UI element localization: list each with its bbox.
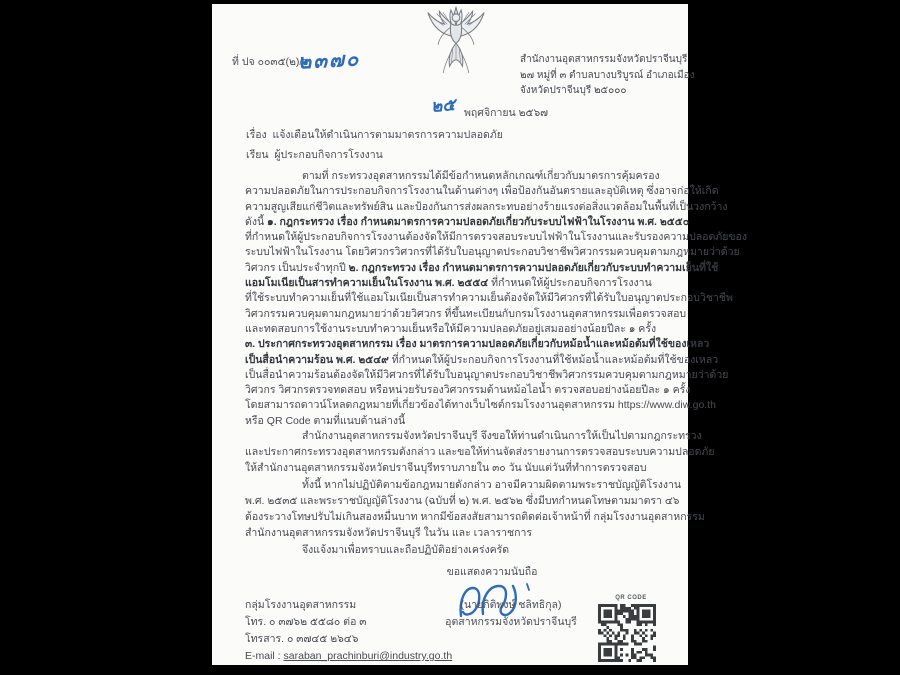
salutation: ขอแสดงความนับถือ	[446, 566, 538, 578]
body-line: วิศวกร วิศวกรตรวจทดสอบ หรือหน่วยรับรองวิศวกรรมด้านหม้อไอน้ำ ตรวจสอบอย่างน้อยปีละ ๑ ครั้ง	[245, 384, 691, 397]
body-line: วิศวกร เป็นประจำทุกปี ๒. กฎกระทรวง เรื่อง กำหนดมาตรการความปลอดภัยเกี่ยวกับระบบทำความเย็นที่ใช้	[245, 261, 719, 274]
office-address-line: จังหวัดปราจีนบุรี ๒๕๐๐๐	[520, 85, 627, 96]
subject-line	[246, 128, 503, 142]
signer-name: (นายกิติพงษ์ ชลิทธิกุล)	[460, 599, 562, 611]
body-line: ความสูญเสียแก่ชีวิตและทรัพย์สิน และป้องกันการส่งผลกระทบอย่างร้ายแรงต่อสิ่งแวดล้อมในพื้นที่เป็นวงกว้าง	[245, 200, 728, 213]
garuda-emblem-icon	[424, 6, 488, 78]
body-line: ความปลอดภัยในการประกอบกิจการโรงงานในด้านต่างๆ เพื่อป้องกันอันตรายและอุบัติเหตุ ซึ่งอาจก่อให้เกิด	[245, 185, 719, 198]
signer-title: อุตสาหกรรมจังหวัดปราจีนบุรี	[445, 616, 577, 628]
subject-text: แจ้งเตือนให้ดำเนินการตามมาตรการความปลอดภัย	[272, 129, 503, 141]
contact-tel: โทร. ๐ ๓๗๖๒ ๕๕๘๐ ต่อ ๓	[245, 616, 367, 628]
body-line: เป็นสื่อนำความร้อน พ.ศ. ๒๕๔๙ ที่กำหนดให้ผู้ประกอบกิจการโรงงานที่ใช้หม้อน้ำและหม้อต้มที่ใช้ของเหลว	[245, 353, 719, 366]
body-line: วิศวกรรมควบคุมตามกฎหมายว่าด้วยวิศวกร ที่ขึ้นทะเบียนกับกรมโรงงานอุตสาหกรรมเพื่อตรวจสอบ	[245, 307, 687, 320]
footer-contact	[245, 597, 452, 665]
body-line: ให้สำนักงานอุตสาหกรรมจังหวัดปราจีนบุรีทราบภายใน ๓๐ วัน นับแต่วันที่ทำการตรวจสอบ	[245, 462, 647, 474]
body-line: สำนักงานอุตสาหกรรมจังหวัดปราจีนบุรี จึงขอให้ท่านดำเนินการให้เป็นไปตามกฎกระทรวง	[302, 430, 702, 442]
body-line: ดังนี้ ๑. กฎกระทรวง เรื่อง กำหนดมาตรการความปลอดภัยเกี่ยวกับระบบไฟฟ้าในโรงงาน พ.ศ. ๒๕๕๐	[245, 215, 690, 228]
body-paragraph-3	[245, 477, 705, 541]
body-paragraph-2	[245, 428, 715, 476]
body-line: ๓. ประกาศกระทรวงอุตสาหกรรม เรื่อง มาตรการความปลอดภัยเกี่ยวกับหม้อน้ำและหม้อต้มที่ใช้ของเหลว	[245, 338, 710, 351]
qr-code-label: QR CODE	[615, 595, 647, 601]
email-label: E-mail :	[245, 650, 284, 662]
qr-code	[598, 604, 656, 662]
body-line: แอมโมเนียเป็นสารทำความเย็นในโรงงาน พ.ศ. ๒๕๕๔ ที่กำหนดให้ผู้ประกอบกิจการโรงงาน	[245, 277, 652, 290]
document-page	[212, 4, 747, 665]
ref-number-handwritten: ๒๓๗๐	[297, 48, 361, 74]
body-line: พ.ศ. ๒๕๓๕ และพระราชบัญญัติโรงงาน (ฉบับที่ ๒) พ.ศ. ๒๕๖๒ ซึ่งมีบทกำหนดโทษตามมาตรา ๔๖	[245, 495, 680, 507]
body-line: ที่กำหนดให้ผู้ประกอบกิจการโรงงานต้องจัดให้มีการตรวจสอบระบบไฟฟ้าในโรงงานและรับรองความปลอดภัยของ	[245, 231, 747, 244]
body-line: และประกาศกระทรวงอุตสาหกรรมดังกล่าว และขอให้ท่านจัดส่งรายงานการตรวจสอบระบบความปลอดภัย	[245, 446, 715, 458]
closing-line: จึงแจ้งมาเพื่อทราบและถือปฏิบัติอย่างเคร่งครัด	[302, 544, 510, 556]
body-line: สำนักงานอุตสาหกรรมจังหวัดปราจีนบุรี ในวัน และ เวลาราชการ	[245, 527, 533, 539]
date-printed: พฤศจิกายน ๒๕๖๗	[464, 107, 549, 119]
body-line: ต้องระวางโทษปรับไม่เกินสองหมื่นบาท หากมีข้อสงสัยสามารถติดต่อเจ้าหน้าที่ กลุ่มโรงงานอุตสาหกรรม	[245, 511, 705, 523]
body-line: เป็นสื่อนำความร้อนต้องจัดให้มีวิศวกรที่ได้รับใบอนุญาตประกอบวิชาชีพวิศวกรรมควบคุมตามกฎหมายว่าด้วย	[245, 368, 729, 381]
body-paragraph-1	[245, 169, 747, 429]
attention-text: ผู้ประกอบกิจการโรงงาน	[274, 149, 383, 161]
body-line: หรือ QR Code ตามที่แนบด้านล่างนี้	[245, 414, 406, 427]
body-line: ทั้งนี้ หากไม่ปฏิบัติตามข้อกฎหมายดังกล่าว อาจมีความผิดตามพระราชบัญญัติโรงงาน	[302, 479, 682, 491]
office-address	[520, 52, 695, 99]
contact-fax: โทรสาร. ๐ ๓๗๔๕ ๒๖๔๖	[245, 633, 359, 645]
email-address: saraban_prachinburi@industry.go.th	[283, 650, 453, 662]
subject-label: เรื่อง	[246, 129, 267, 141]
body-line: ที่ใช้ระบบทำความเย็นที่ใช้แอมโมเนียเป็นสารทำความเย็นต้องจัดให้มีวิศวกรที่ได้รับใบอนุญาตประกอบวิชาชีพ	[245, 292, 733, 305]
body-line: โดยสามารถดาวน์โหลดกฎหมายที่เกี่ยวข้องได้ทางเว็บไซต์กรมโรงงานอุตสาหกรรม https://www.diw.go.th	[245, 399, 716, 412]
date-day-handwritten: ๒๕	[430, 95, 456, 116]
contact-group: กลุ่มโรงงานอุตสาหกรรม	[245, 599, 357, 611]
attention-line	[246, 148, 383, 162]
ref-number-label: ที่ ปจ ๐๐๓๕(๒)/ว	[232, 56, 309, 68]
attention-label: เรียน	[246, 149, 269, 161]
office-address-line: ๒๗ หมู่ที่ ๓ ตำบลบางบริบูรณ์ อำเภอเมือง	[520, 69, 695, 81]
body-line: ตามที่ กระทรวงอุตสาหกรรมได้มีข้อกำหนดหลักเกณฑ์เกี่ยวกับมาตรการคุ้มครอง	[302, 170, 660, 182]
office-address-line: สำนักงานอุตสาหกรรมจังหวัดปราจีนบุรี	[520, 54, 688, 65]
contact-email-line	[245, 648, 452, 665]
body-line: และทดสอบการใช้งานระบบทำความเย็นหรือให้มีความปลอดภัยอยู่เสมออย่างน้อยปีละ ๑ ครั้ง	[245, 322, 657, 335]
body-line: ระบบไฟฟ้าในโรงงาน โดยวิศวกรวิศวกรที่ได้รับใบอนุญาตประกอบวิชาชีพวิศวกรรมควบคุมตามกฎหมายว่าด้วย	[245, 246, 740, 259]
